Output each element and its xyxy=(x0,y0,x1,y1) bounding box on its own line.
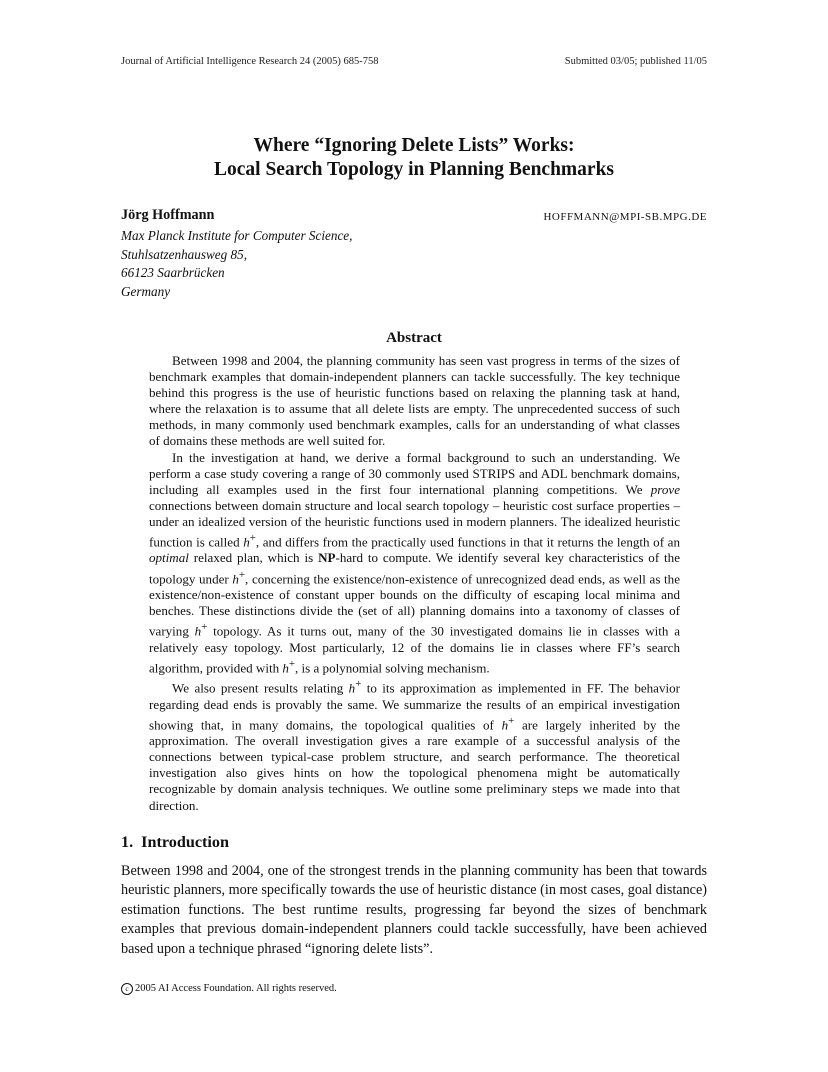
math-h-plus: h xyxy=(282,660,289,676)
author-name: Jörg Hoffmann xyxy=(121,207,215,223)
emphasis-prove: prove xyxy=(650,481,680,497)
copyright-icon: c xyxy=(121,983,133,995)
math-h-plus: h xyxy=(348,680,356,696)
section-heading-introduction xyxy=(121,833,229,852)
abstract-paragraph-1: Between 1998 and 2004, the planning community has seen vast progress in terms of the sizes of benchmark examples that domain-independent planners can tackle successfully. The key technique behind this progress is the use of heuristic functions based on relaxing the planning task at hand, where the relaxation is to assume that all delete lists are empty. The unprecedented success of such methods, in many commonly used benchmark examples, calls for an understanding of what classes of domains these methods are well suited for. xyxy=(149,353,680,449)
abstract-paragraph-2: In the investigation at hand, we derive a formal background to such an understanding. We perform a case study covering a range of 30 commonly used STRIPS and ADL benchmark domains, including all examples used in the first four international planning competitions. We prove connections between domain structure and local search topology – heuristic cost surface properties – under an idealized version of the heuristic functions used in modern planners. The idealized heuristic function is called h+, and differs from the practically used functions in that it returns the length of an optimal relaxed plan, which is NP-hard to compute. We identify several key characteristics of the topology under h+, concerning the existence/non-existence of unrecognized dead ends, as well as the existence/non-existence of constant upper bounds on the difficulty of escaping local minima and benches. These distinctions divide the (set of all) planning domains into a taxonomy of classes of varying h+ topology. As it turns out, many of the 30 investigated domains lie in classes with a relatively easy topology. Most particularly, 12 of the domains lie in classes where FF’s search algorithm, provided with h+, is a polynomial solving mechanism. xyxy=(149,449,680,676)
copyright-footer xyxy=(121,983,337,995)
copyright-text: 2005 AI Access Foundation. All rights reserved. xyxy=(135,983,337,994)
math-h-plus: h xyxy=(501,717,509,733)
paper-title xyxy=(0,134,828,182)
title-line-2: Local Search Topology in Planning Benchmarks xyxy=(213,159,615,180)
abstract-paragraph-3: We also present results relating h+ to its approximation as implemented in FF. The behavior regarding dead ends is provably the same. We summarize the results of an empirical investigation showing that, in many domains, the topological qualities of h+ are largely inherited by the approximation. The overall investigation gives a rare example of a successful analysis of the connections between typical-case problem structure, and search performance. The theoretical investigation also gives hints on how the topological phenomena might be automatically recognizable by domain analysis techniques. We outline some preliminary steps we made into that direction. xyxy=(149,678,680,813)
affiliation-line: Germany xyxy=(121,283,171,299)
math-h-plus: h xyxy=(243,534,250,550)
math-h-plus: h xyxy=(232,570,239,586)
submission-dates: Submitted 03/05; published 11/05 xyxy=(564,56,707,67)
title-line-1: Where “Ignoring Delete Lists” Works: xyxy=(253,135,575,156)
introduction-paragraph: Between 1998 and 2004, one of the strongest trends in the planning community has been that towards heuristic planners, more specifically towards the use of heuristic distance (in most cases, goal distance) estimation functions. The best runtime results, progressing far beyond the sizes of benchmark examples that previous domain-independent planners could tackle successfully, have been achieved based upon a technique phrased “ignoring delete lists”. xyxy=(121,863,707,957)
author-email: HOFFMANN@MPI-SB.MPG.DE xyxy=(543,211,707,223)
affiliation-line: 66123 Saarbrücken xyxy=(121,265,225,280)
affiliation-line: Stuhlsatzenhausweg 85, xyxy=(121,246,248,262)
np-bold: NP xyxy=(318,550,336,566)
section-number: 1. xyxy=(121,833,134,851)
journal-header: Journal of Artificial Intelligence Research 24 (2005) 685-758 xyxy=(121,56,379,67)
section-title: Introduction xyxy=(141,833,229,851)
abstract-body xyxy=(149,353,680,814)
math-h-plus: h xyxy=(194,623,202,639)
affiliation-line: Max Planck Institute for Computer Science, xyxy=(121,228,353,243)
author-affiliation xyxy=(121,227,352,301)
abstract-heading: Abstract xyxy=(386,330,442,346)
emphasis-optimal: optimal xyxy=(149,550,189,566)
introduction-text xyxy=(121,862,707,959)
